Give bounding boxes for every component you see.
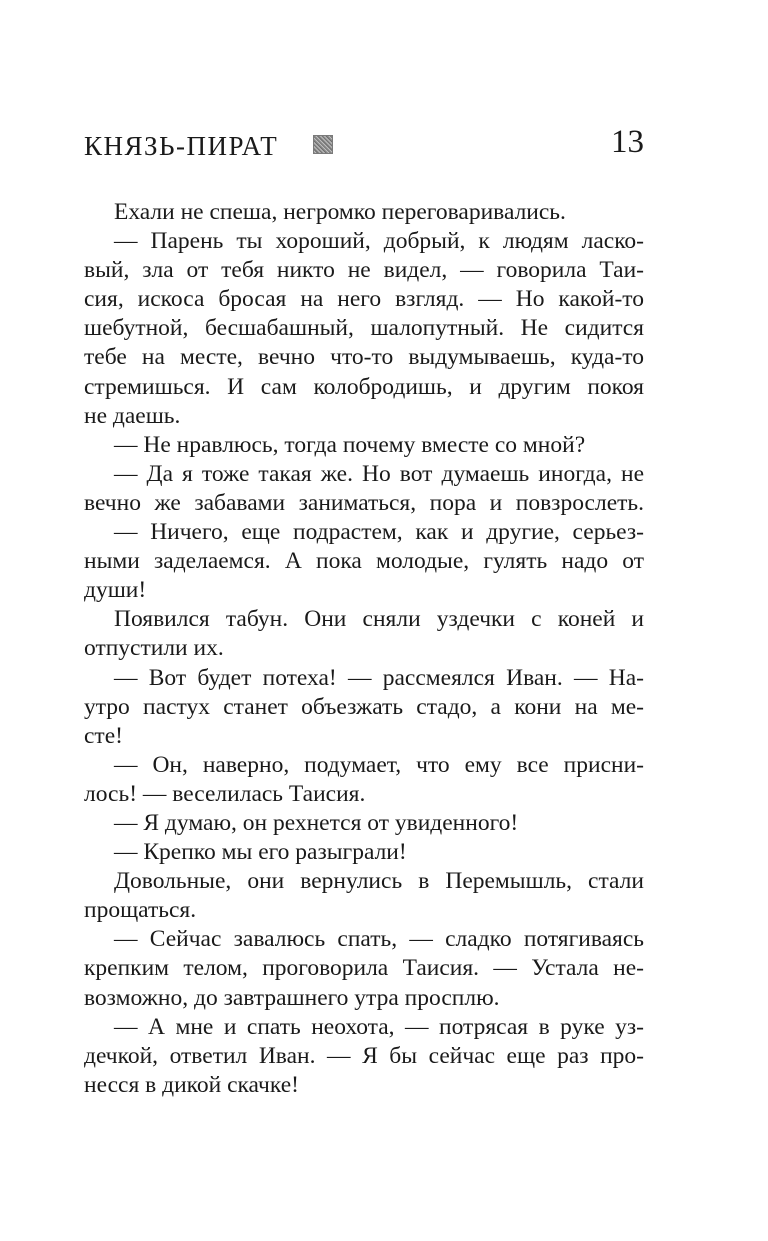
text-line: шебутной, бесшабашный, шалопутный. Не сидится: [84, 315, 644, 342]
text-line: утро пастух станет объезжать стадо, а кони на ме-: [84, 693, 644, 720]
text-line: вый, зла от тебя никто не видел, — говорила Таи-: [84, 257, 644, 284]
text-line: сия, искоса бросая на него взгляд. — Но какой-то: [84, 286, 644, 313]
text-line: — Он, наверно, подумает, что ему все присни-: [114, 751, 644, 778]
text-line: отпустили их.: [84, 635, 224, 662]
ornament-icon: [313, 135, 333, 154]
running-title: КНЯЗЬ-ПИРАТ: [84, 131, 279, 161]
text-line: — А мне и спать неохота, — потрясая в руке уз-: [114, 1013, 644, 1040]
text-line: ными заделаемся. А пока молодые, гулять надо от: [84, 548, 644, 575]
page-number: 13: [611, 124, 644, 160]
text-line: — Крепко мы его разыграли!: [114, 839, 407, 866]
text-line: тебе на месте, вечно что-то выдумываешь, куда-то: [84, 344, 644, 371]
text-line: — Я думаю, он рехнется от увиденного!: [114, 809, 519, 836]
text-line: дечкой, ответил Иван. — Я бы сейчас еще раз про-: [84, 1042, 644, 1069]
text-line: — Не нравлюсь, тогда почему вместе со мной?: [114, 431, 586, 458]
running-head: [84, 122, 644, 166]
text-line: — Сейчас завалюсь спать, — сладко потягиваясь: [114, 926, 644, 953]
text-line: не даешь.: [84, 402, 181, 429]
text-line: возможно, до завтрашнего утра просплю.: [84, 984, 500, 1011]
text-line: крепким телом, проговорила Таисия. — Устала не-: [84, 955, 644, 982]
text-line: несся в дикой скачке!: [84, 1071, 299, 1098]
text-line: стремишься. И сам колобродишь, и другим покоя: [84, 373, 644, 400]
text-line: — Вот будет потеха! — рассмеялся Иван. — На-: [114, 664, 644, 691]
text-line: Появился табун. Они сняли уздечки с коней и: [114, 606, 644, 633]
text-line: прощаться.: [84, 897, 197, 924]
text-line: лось! — веселилась Таисия.: [84, 780, 366, 807]
text-line: вечно же забавами заниматься, пора и повзрослеть.: [84, 489, 644, 516]
body-text: [84, 198, 644, 1100]
text-line: Довольные, они вернулись в Перемышль, стали: [114, 868, 644, 895]
text-line: — Да я тоже такая же. Но вот думаешь иногда, не: [114, 460, 644, 487]
text-line: — Ничего, еще подрастем, как и другие, серьез-: [114, 519, 644, 546]
text-line: Ехали не спеша, негромко переговаривались.: [114, 199, 566, 225]
text-line: сте!: [84, 722, 123, 749]
text-line: — Парень ты хороший, добрый, к людям ласко-: [114, 228, 644, 255]
text-line: души!: [84, 577, 147, 604]
